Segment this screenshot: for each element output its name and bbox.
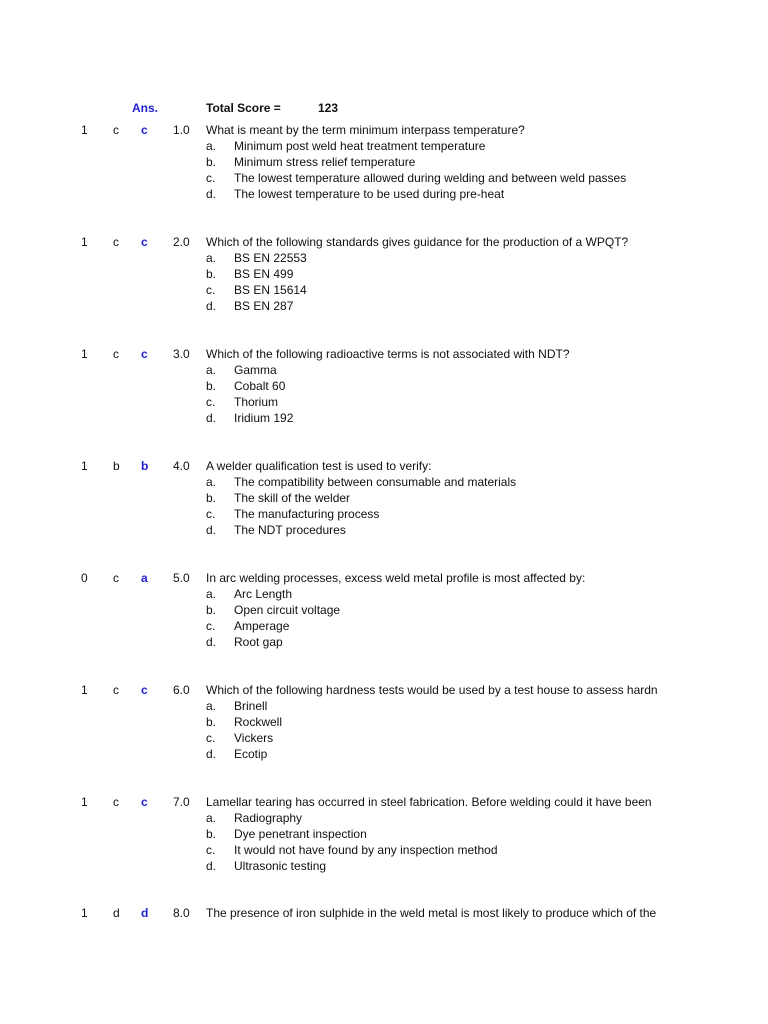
question-number: 4.0: [173, 459, 190, 473]
option-letter: d.: [206, 187, 217, 201]
option-row: [0, 698, 768, 714]
total-score-value: 123: [318, 101, 339, 115]
correct-answer: c: [113, 683, 119, 697]
option-text: Cobalt 60: [234, 379, 286, 393]
option-row: [0, 186, 768, 202]
question-item: [0, 682, 768, 762]
question-row: [0, 794, 768, 810]
question-score: 1: [81, 235, 88, 249]
given-answer: b: [141, 459, 149, 473]
option-letter: a.: [206, 363, 217, 377]
option-text: Root gap: [234, 635, 283, 649]
score-header: [0, 100, 768, 116]
option-letter: c.: [206, 843, 216, 857]
question-score: 1: [81, 347, 88, 361]
option-row: [0, 362, 768, 378]
option-letter: d.: [206, 859, 217, 873]
question-item: [0, 122, 768, 202]
option-letter: d.: [206, 523, 217, 537]
option-letter: b.: [206, 267, 217, 281]
correct-answer: c: [113, 795, 119, 809]
question-number: 8.0: [173, 906, 190, 920]
option-text: Amperage: [234, 619, 290, 633]
option-letter: d.: [206, 747, 217, 761]
option-letter: a.: [206, 139, 217, 153]
question-number: 6.0: [173, 683, 190, 697]
option-letter: b.: [206, 379, 217, 393]
question-text: The presence of iron sulphide in the weld metal is most likely to produce which of the: [206, 906, 657, 920]
option-row: [0, 154, 768, 170]
question-item: [0, 234, 768, 314]
option-row: [0, 282, 768, 298]
option-letter: c.: [206, 731, 216, 745]
question-score: 1: [81, 123, 88, 137]
option-letter: c.: [206, 507, 216, 521]
question-row: [0, 905, 768, 921]
question-text: In arc welding processes, excess weld metal profile is most affected by:: [206, 571, 586, 585]
question-number: 3.0: [173, 347, 190, 361]
correct-answer: b: [113, 459, 120, 473]
option-row: [0, 522, 768, 538]
option-row: [0, 618, 768, 634]
correct-answer: c: [113, 123, 119, 137]
option-letter: b.: [206, 827, 217, 841]
option-letter: a.: [206, 699, 217, 713]
option-row: [0, 410, 768, 426]
question-item: [0, 794, 768, 874]
given-answer: c: [141, 235, 148, 249]
option-text: Arc Length: [234, 587, 293, 601]
total-score-label: Total Score =: [206, 101, 281, 115]
question-item: [0, 458, 768, 538]
option-row: [0, 634, 768, 650]
question-number: 2.0: [173, 235, 190, 249]
question-row: [0, 570, 768, 586]
question-score: 0: [81, 571, 88, 585]
question-score: 1: [81, 795, 88, 809]
option-text: The skill of the welder: [234, 491, 351, 505]
option-row: [0, 506, 768, 522]
option-text: The compatibility between consumable and materials: [234, 475, 517, 489]
option-letter: c.: [206, 395, 216, 409]
option-text: Vickers: [234, 731, 274, 745]
option-text: Thorium: [234, 395, 279, 409]
option-row: [0, 474, 768, 490]
given-answer: c: [141, 123, 148, 137]
option-text: Minimum post weld heat treatment temperature: [234, 139, 486, 153]
option-row: [0, 170, 768, 186]
option-letter: a.: [206, 475, 217, 489]
option-text: Minimum stress relief temperature: [234, 155, 416, 169]
option-letter: c.: [206, 619, 216, 633]
question-item: [0, 346, 768, 426]
option-row: [0, 810, 768, 826]
option-row: [0, 394, 768, 410]
correct-answer: c: [113, 571, 119, 585]
given-answer: a: [141, 571, 148, 585]
question-text: Lamellar tearing has occurred in steel fabrication. Before welding could it have been: [206, 795, 652, 809]
question-text: What is meant by the term minimum interpass temperature?: [206, 123, 525, 137]
option-text: The manufacturing process: [234, 507, 380, 521]
option-row: [0, 378, 768, 394]
option-letter: c.: [206, 283, 216, 297]
given-answer: c: [141, 683, 148, 697]
option-letter: d.: [206, 299, 217, 313]
option-text: Radiography: [234, 811, 303, 825]
question-row: [0, 234, 768, 250]
question-item: [0, 905, 768, 985]
option-letter: b.: [206, 491, 217, 505]
correct-answer: c: [113, 235, 119, 249]
option-row: [0, 138, 768, 154]
option-letter: c.: [206, 171, 216, 185]
option-text: It would not have found by any inspection method: [234, 843, 498, 857]
option-row: [0, 266, 768, 282]
question-text: Which of the following radioactive terms is not associated with NDT?: [206, 347, 570, 361]
option-text: Dye penetrant inspection: [234, 827, 367, 841]
option-letter: a.: [206, 251, 217, 265]
question-text: Which of the following hardness tests would be used by a test house to assess hardn: [206, 683, 658, 697]
question-number: 1.0: [173, 123, 190, 137]
option-row: [0, 858, 768, 874]
option-text: Iridium 192: [234, 411, 294, 425]
given-answer: d: [141, 906, 149, 920]
question-score: 1: [81, 459, 88, 473]
option-letter: b.: [206, 603, 217, 617]
option-text: Open circuit voltage: [234, 603, 341, 617]
option-text: The NDT procedures: [234, 523, 346, 537]
question-score: 1: [81, 683, 88, 697]
option-letter: d.: [206, 411, 217, 425]
option-row: [0, 602, 768, 618]
question-row: [0, 458, 768, 474]
option-text: BS EN 499: [234, 267, 294, 281]
question-row: [0, 682, 768, 698]
option-text: Rockwell: [234, 715, 283, 729]
option-text: BS EN 22553: [234, 251, 307, 265]
option-row: [0, 826, 768, 842]
option-text: BS EN 15614: [234, 283, 307, 297]
question-number: 7.0: [173, 795, 190, 809]
option-text: Brinell: [234, 699, 268, 713]
option-text: Gamma: [234, 363, 277, 377]
option-row: [0, 746, 768, 762]
question-row: [0, 346, 768, 362]
option-letter: a.: [206, 811, 217, 825]
option-letter: b.: [206, 155, 217, 169]
question-item: [0, 570, 768, 650]
option-text: Ecotip: [234, 747, 268, 761]
option-row: [0, 730, 768, 746]
option-text: Ultrasonic testing: [234, 859, 327, 873]
option-letter: d.: [206, 635, 217, 649]
question-text: A welder qualification test is used to verify:: [206, 459, 432, 473]
question-number: 5.0: [173, 571, 190, 585]
ans-label: Ans.: [132, 101, 159, 115]
given-answer: c: [141, 795, 148, 809]
option-row: [0, 490, 768, 506]
option-row: [0, 842, 768, 858]
question-row: [0, 122, 768, 138]
option-row: [0, 714, 768, 730]
option-text: The lowest temperature to be used during pre-heat: [234, 187, 505, 201]
given-answer: c: [141, 347, 148, 361]
option-letter: b.: [206, 715, 217, 729]
option-row: [0, 298, 768, 314]
option-letter: a.: [206, 587, 217, 601]
option-row: [0, 586, 768, 602]
question-score: 1: [81, 906, 88, 920]
question-text: Which of the following standards gives guidance for the production of a WPQT?: [206, 235, 629, 249]
option-row: [0, 250, 768, 266]
correct-answer: d: [113, 906, 120, 920]
correct-answer: c: [113, 347, 119, 361]
option-text: BS EN 287: [234, 299, 294, 313]
option-text: The lowest temperature allowed during welding and between weld passes: [234, 171, 627, 185]
